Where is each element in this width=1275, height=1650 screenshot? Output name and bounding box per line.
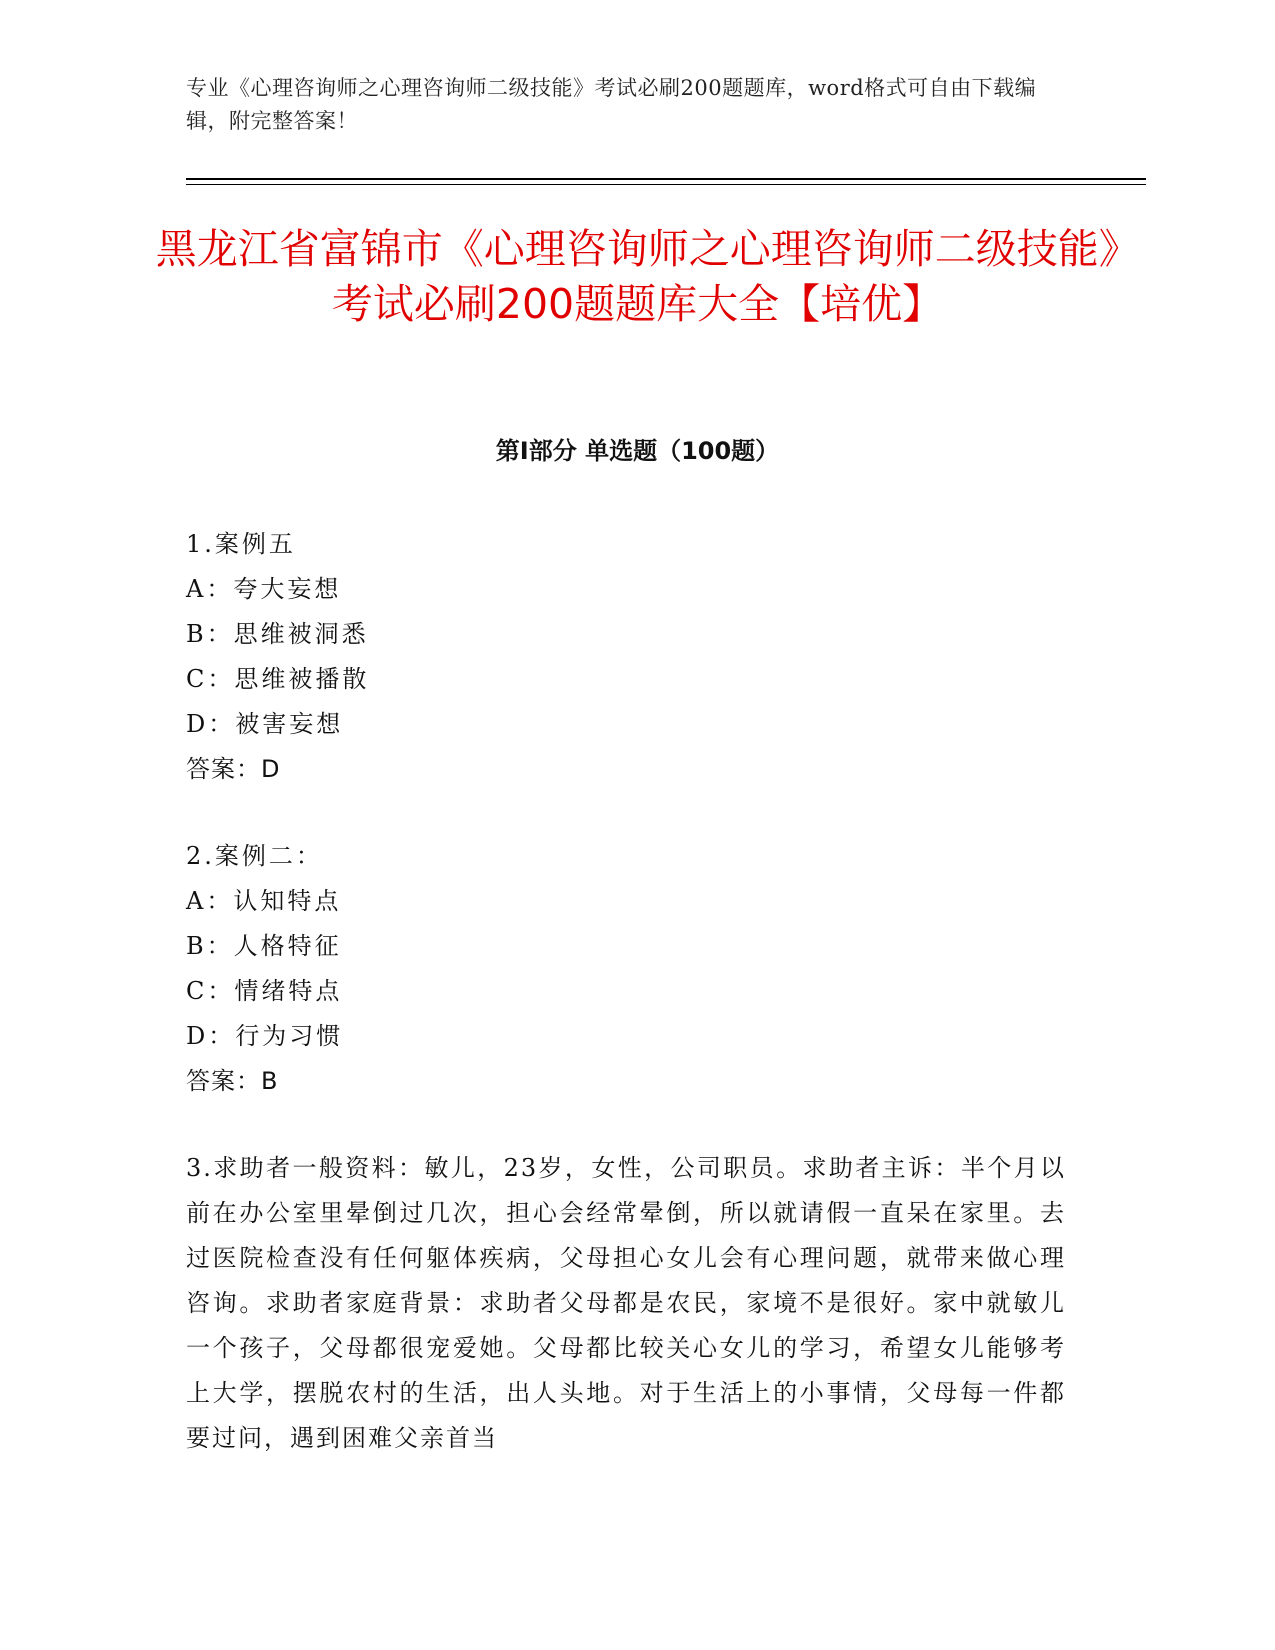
answer: 答案：B [186,1067,279,1095]
option-c: C：情绪特点 [186,977,343,1005]
question-item-1 [186,522,1066,792]
section-title: 第I部分 单选题（100题） [495,437,780,465]
question-list [186,522,1066,1503]
question-stem-paragraph: 3.求助者一般资料：敏儿，23岁，女性，公司职员。求助者主诉：半个月以前在办公室里晕倒过几次，担心会经常晕倒，所以就请假一直呆在家里。去过医院检查没有任何躯体疾病，父母担心女儿会有心理问题，就带来做心理咨询。求助者家庭背景：求助者父母都是农民，家境不是很好。家中就敏儿一个孩子，父母都很宠爱她。父母都比较关心女儿的学习，希望女儿能够考上大学，摆脱农村的生活，出人头地。对于生活上的小事情，父母每一件都要过问，遇到困难父亲首当 [186,1154,1066,1452]
option-b: B：思维被洞悉 [186,620,369,648]
answer: 答案：D [186,755,281,783]
header-note: 专业《心理咨询师之心理咨询师二级技能》考试必刷200题题库，word格式可自由下载编辑，附完整答案！ [186,76,1037,133]
option-a: A：认知特点 [186,887,342,915]
option-a: A：夸大妄想 [186,575,342,603]
document-title: 黑龙江省富锦市《心理咨询师之心理咨询师二级技能》考试必刷200题题库大全【培优】 [155,225,1120,328]
header-divider-thick [186,178,1146,180]
header-divider-thin [186,184,1146,185]
question-item-3 [186,1146,1066,1461]
option-b: B：人格特征 [186,932,342,960]
question-stem: 1.案例五 [186,530,296,558]
question-stem: 2.案例二： [186,842,323,870]
option-c: C：思维被播散 [186,665,370,693]
option-d: D：行为习惯 [186,1022,344,1050]
question-item-2 [186,834,1066,1104]
option-d: D：被害妄想 [186,710,344,738]
